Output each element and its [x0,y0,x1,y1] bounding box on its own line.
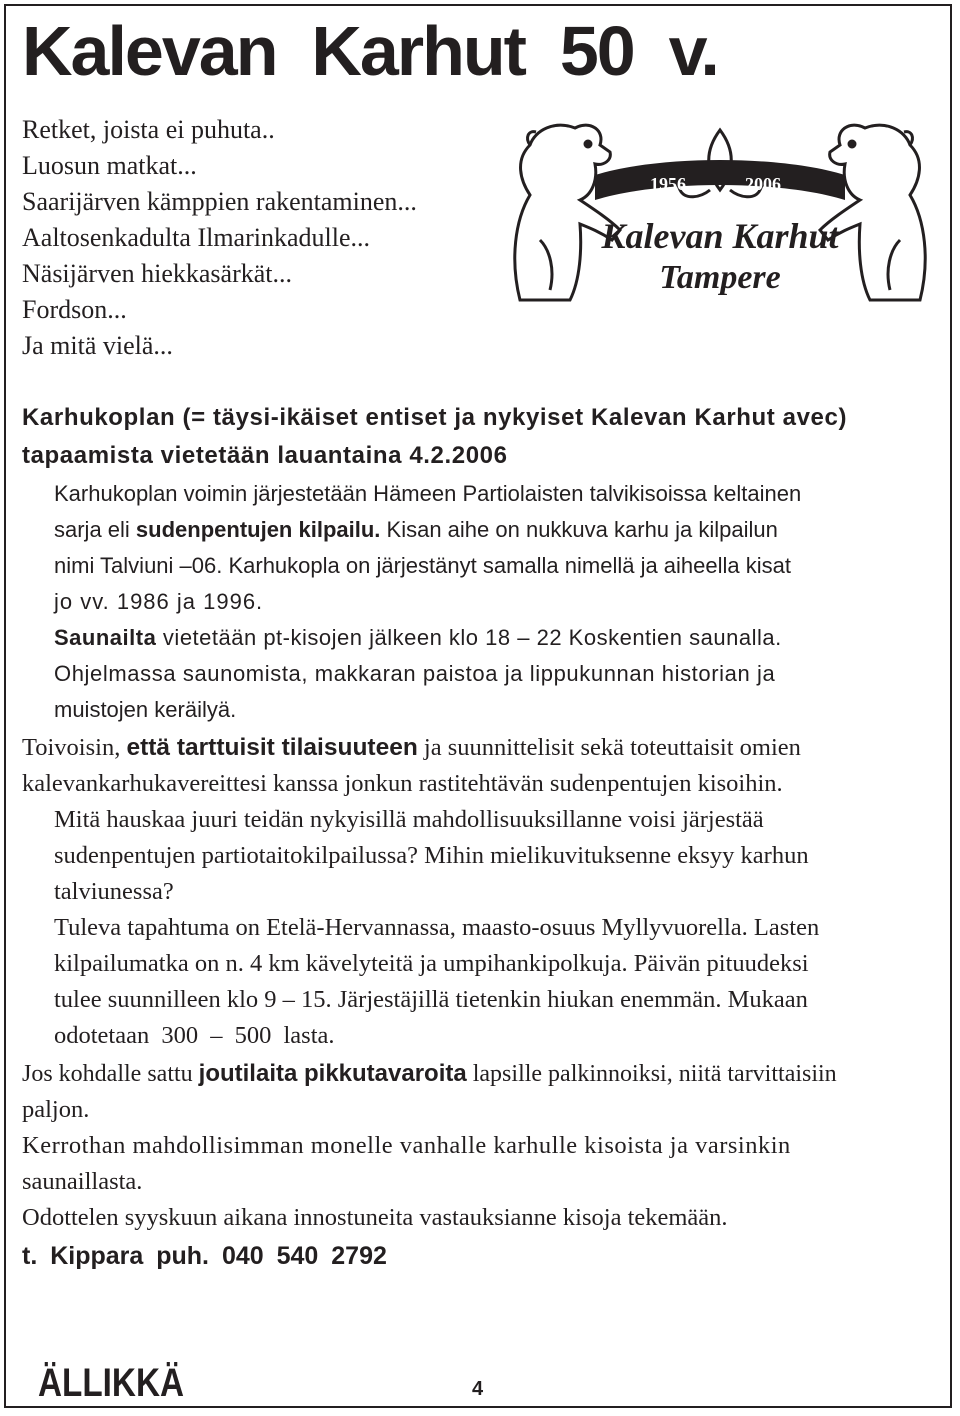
ribbon-banner [595,160,845,200]
paragraph-line: sarja eli sudenpentujen kilpailu. Kisan aihe on nukkuva karhu ja kilpailun [54,517,778,542]
paragraph-line: Ohjelmassa saunomista, makkaran paistoa ja lippukunnan historian ja [54,661,776,686]
teaser-item: Aaltosenkadulta Ilmarinkadulle... [22,223,371,252]
logo-name: Kalevan Karhut [601,216,839,256]
paragraph-line: Kerrothan mahdollisimman monelle vanhalle karhulle kisoista ja varsinkin [22,1132,791,1159]
teaser-item: Fordson... [22,295,127,324]
lead-line: tapaamista vietetään lauantaina 4.2.2006 [22,442,508,469]
paragraph-line: kilpailumatka on n. 4 km kävelyteitä ja umpihankipolkuja. Päivän pituudeksi [54,950,809,977]
paragraph-line: nimi Talviuni –06. Karhukopla on järjestänyt samalla nimellä ja aiheella kisat [54,553,791,578]
allikka-logo-text: ÄLLIKKÄ [38,1361,184,1405]
teaser-item: Saarijärven kämppien rakentaminen... [22,187,417,216]
emphasis: joutilaita pikkutavaroita [198,1060,467,1087]
emphasis: Saunailta [54,625,157,650]
paragraph-line: tulee suunnilleen klo 9 – 15. Järjestäjillä tietenkin hiukan enemmän. Mukaan [54,986,808,1013]
allikka-logo [38,1352,188,1405]
kalevan-karhut-logo [500,100,940,310]
paragraph-line: Tuleva tapahtuma on Etelä-Hervannassa, maasto-osuus Myllyvuorella. Lasten [54,914,820,941]
teaser-list [22,112,417,364]
paragraph-line: Mitä hauskaa juuri teidän nykyisillä mahdollisuuksillanne voisi järjestää [54,806,764,833]
teaser-item: Luosun matkat... [22,151,197,180]
paragraph-line: odotetaan 300 – 500 lasta. [54,1022,335,1049]
paragraph-line: Odottelen syyskuun aikana innostuneita vastauksianne kisoja tekemään. [22,1204,728,1231]
paragraph-line: Jos kohdalle sattu joutilaita pikkutavaroita lapsille palkinnoiksi, niitä tarvittaisiin [22,1060,837,1087]
left-bear-icon [515,125,620,300]
logo-year-left: 1956 [650,174,686,194]
paragraph-line: muistojen keräilyä. [54,697,237,722]
logo-year-right: 2006 [745,174,781,194]
signature: t. Kippara puh. 040 540 2792 [22,1242,387,1270]
paragraph-line: kalevankarhukavereittesi kanssa jonkun rastitehtävän sudenpentujen kisoihin. [22,770,783,797]
paragraph-line: jo vv. 1986 ja 1996. [54,589,264,614]
emphasis: että tarttuisit tilaisuuteen [126,734,418,761]
paragraph-line: talviunessa? [54,878,174,905]
page-number: 4 [472,1378,484,1400]
emphasis: sudenpentujen kilpailu. [135,517,381,542]
paragraph-line: paljon. [22,1096,90,1123]
teaser-item: Retket, joista ei puhuta.. [22,115,275,144]
paragraph-line: Toivoisin, että tarttuisit tilaisuuteen ja suunnittelisit sekä toteuttaisit omien [22,734,801,761]
logo-city: Tampere [659,259,781,296]
page-title: Kalevan Karhut 50 v. [22,12,718,90]
lead-line: Karhukoplan (= täysi-ikäiset entiset ja nykyiset Kalevan Karhut avec) [22,404,848,431]
paragraph-line: sudenpentujen partiotaitokilpailussa? Mihin mielikuvituksenne eksyy karhun [54,842,809,869]
paragraph-line: Saunailta vietetään pt-kisojen jälkeen klo 18 – 22 Koskentien saunalla. [54,625,782,650]
teaser-item: Näsijärven hiekkasärkät... [22,259,293,288]
teaser-item: Ja mitä vielä... [22,331,173,360]
paragraph-line: saunaillasta. [22,1168,143,1195]
paragraph-line: Karhukoplan voimin järjestetään Hämeen Partiolaisten talvikisoissa keltainen [54,481,802,506]
right-bear-icon [820,125,925,300]
